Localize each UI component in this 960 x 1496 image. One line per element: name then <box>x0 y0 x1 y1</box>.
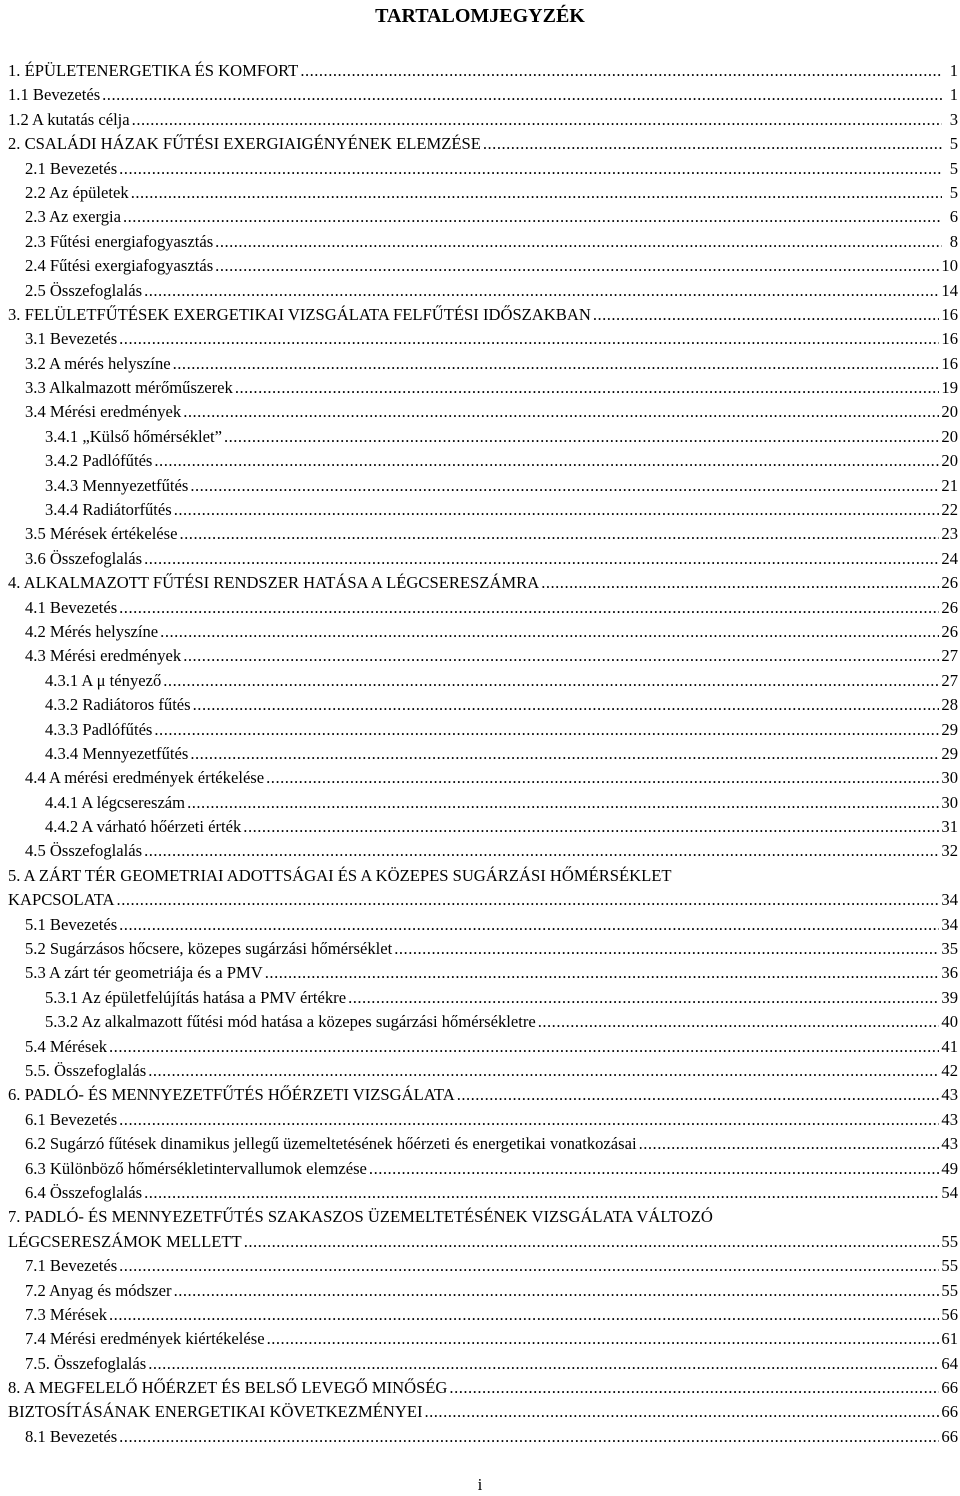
toc-entry[interactable] <box>8 376 958 400</box>
dot-leader <box>183 400 939 424</box>
toc-entry[interactable] <box>8 1059 958 1083</box>
toc-entry-page: 20 <box>941 451 958 471</box>
dot-leader <box>215 230 942 254</box>
toc-entry[interactable] <box>8 815 958 839</box>
toc-entry-page: 55 <box>941 1280 958 1300</box>
dot-leader <box>163 669 939 693</box>
toc-entry-label: 3.4.3 Mennyezetfűtés <box>45 475 189 495</box>
toc-entry-page: 39 <box>941 987 958 1007</box>
toc-entry-page: 10 <box>941 256 958 276</box>
dot-leader <box>369 1157 939 1181</box>
toc-entry-label: 2.1 Bevezetés <box>25 158 118 178</box>
toc-entry[interactable] <box>8 596 958 620</box>
toc-entry-label: 2.4 Fűtési exergiafogyasztás <box>25 256 214 276</box>
toc-entry-page: 40 <box>941 1012 958 1032</box>
toc-entry-label: 6. PADLÓ- ÉS MENNYEZETFŰTÉS HŐÉRZETI VIZSGÁLATA <box>8 1085 455 1105</box>
toc-entry-label: 5.1 Bevezetés <box>25 914 118 934</box>
toc-entry-page: 5 <box>949 134 958 154</box>
toc-entry[interactable] <box>8 766 958 790</box>
toc-entry-label: 1.2 A kutatás célja <box>8 109 130 129</box>
toc-entry-label: 3.1 Bevezetés <box>25 329 118 349</box>
toc-entry-label: 8.1 Bevezetés <box>25 1426 118 1446</box>
toc-entry[interactable] <box>8 961 958 985</box>
toc-entry[interactable] <box>8 937 958 961</box>
toc-entry[interactable] <box>8 205 958 229</box>
dot-leader <box>119 1254 939 1278</box>
toc-entry[interactable] <box>8 1230 958 1254</box>
toc-entry[interactable] <box>8 1157 958 1181</box>
toc-entry-page: 55 <box>941 1231 958 1251</box>
toc-entry[interactable] <box>8 59 958 83</box>
dot-leader <box>119 1425 939 1449</box>
toc-entry[interactable] <box>8 1254 958 1278</box>
toc-entry-page: 61 <box>941 1329 958 1349</box>
toc-entry-label: 4.3 Mérési eredmények <box>25 646 182 666</box>
toc-entry-page: 1 <box>949 85 958 105</box>
dot-leader <box>190 474 939 498</box>
toc-entry[interactable] <box>8 1181 958 1205</box>
toc-entry-page: 55 <box>941 1256 958 1276</box>
toc-entry-label: 4.1 Bevezetés <box>25 597 118 617</box>
toc-entry[interactable] <box>8 279 958 303</box>
toc-entry-page: 66 <box>941 1378 958 1398</box>
toc-entry-page: 36 <box>941 963 958 983</box>
toc-entry-label: 7.1 Bevezetés <box>25 1256 118 1276</box>
toc-entry-page: 42 <box>941 1061 958 1080</box>
dot-leader <box>144 547 939 571</box>
toc-entry-label: 3.6 Összefoglalás <box>25 548 143 568</box>
toc-entry[interactable] <box>8 474 958 498</box>
dot-leader <box>541 571 939 595</box>
toc-entry-label: 2.3 Fűtési energiafogyasztás <box>25 231 214 251</box>
toc-entry-label: 3.4.2 Padlófűtés <box>45 451 153 471</box>
toc-entry-label: 3.3 Alkalmazott mérőműszerek <box>25 378 233 398</box>
toc-entry-label: 4.3.2 Radiátoros fűtés <box>45 695 191 715</box>
toc-entry[interactable] <box>8 718 958 742</box>
dot-leader <box>119 913 939 937</box>
toc-entry-page: 32 <box>941 841 958 861</box>
toc-entry[interactable] <box>8 1205 958 1229</box>
toc-entry-label: 4.2 Mérés helyszíne <box>25 621 159 641</box>
dot-leader <box>102 83 942 107</box>
toc-entry[interactable] <box>8 620 958 644</box>
toc-entry[interactable] <box>8 1035 958 1059</box>
dot-leader <box>183 644 939 668</box>
toc-entry[interactable] <box>8 1132 958 1156</box>
toc-entry-page: 1 <box>949 60 958 80</box>
dot-leader <box>144 1181 939 1205</box>
toc-entry-page: 54 <box>941 1182 958 1202</box>
toc-entry-page: 64 <box>941 1353 958 1373</box>
toc-entry-label: 3.2 A mérés helyszíne <box>25 353 171 373</box>
toc-entry-label: 1. ÉPÜLETENERGETIKA ÉS KOMFORT <box>8 60 299 80</box>
toc-entry-label: BIZTOSÍTÁSÁNAK ENERGETIKAI KÖVETKEZMÉNYEI <box>8 1402 423 1422</box>
dot-leader <box>457 1083 940 1107</box>
toc-entry-label: 7.3 Mérések <box>25 1304 108 1324</box>
toc-entry-page: 16 <box>941 329 958 349</box>
toc-entry-page: 26 <box>941 621 958 641</box>
toc-entry[interactable] <box>8 644 958 668</box>
toc-entry-label: 4.4.2 A várható hőérzeti érték <box>45 817 242 837</box>
toc-entry-page: 41 <box>941 1036 958 1056</box>
toc-entry-page: 35 <box>941 939 958 959</box>
toc-entry-label: 3. FELÜLETFŰTÉSEK EXERGETIKAI VIZSGÁLATA FELFŰTÉSI IDŐSZAKBAN <box>8 304 591 324</box>
toc-entry[interactable] <box>8 1083 958 1107</box>
dot-leader <box>119 157 942 181</box>
dot-leader <box>300 59 942 83</box>
dot-leader <box>119 1108 939 1132</box>
toc-entry[interactable] <box>8 400 958 424</box>
toc-entry-page: 5 <box>949 158 958 178</box>
toc-entry-label: 3.5 Mérések értékelése <box>25 524 178 544</box>
toc-entry-page: 29 <box>941 743 958 763</box>
dot-leader <box>148 1352 939 1376</box>
toc-entry-page: 21 <box>941 475 958 495</box>
toc-entry-page: 5 <box>949 182 958 202</box>
toc-entry[interactable] <box>8 303 958 327</box>
toc-entry[interactable] <box>8 986 958 1010</box>
dot-leader <box>243 815 939 839</box>
toc-entry[interactable] <box>8 693 958 717</box>
toc-entry-page: 56 <box>941 1304 958 1324</box>
toc-entry[interactable] <box>8 1400 958 1424</box>
dot-leader <box>267 1327 940 1351</box>
toc-entry[interactable] <box>8 864 958 888</box>
dot-leader <box>593 303 940 327</box>
toc-entry-label: 5.5. Összefoglalás <box>25 1061 147 1080</box>
toc-entry[interactable] <box>8 327 958 351</box>
toc-entry[interactable] <box>8 1327 958 1351</box>
toc-entry-label: 4.5 Összefoglalás <box>25 841 143 861</box>
toc-entry-label: 7.2 Anyag és módszer <box>25 1280 172 1300</box>
dot-leader <box>244 1230 940 1254</box>
toc-entry[interactable] <box>8 840 958 864</box>
toc-entry[interactable] <box>8 1376 958 1400</box>
toc-entry-label: 7. PADLÓ- ÉS MENNYEZETFŰTÉS SZAKASZOS ÜZEMELTETÉSÉNEK VIZSGÁLATA VÁLTOZÓ <box>8 1207 713 1227</box>
toc-entry-page: 29 <box>941 719 958 739</box>
dot-leader <box>639 1132 940 1156</box>
dot-leader <box>483 132 942 156</box>
toc-entry[interactable] <box>8 571 958 595</box>
toc-entry-page: 6 <box>949 207 958 227</box>
dot-leader <box>266 766 939 790</box>
toc-entry-page: 24 <box>941 548 958 568</box>
toc-entry-page: 28 <box>941 695 958 715</box>
toc-entry-label: LÉGCSERESZÁMOK MELLETT <box>8 1231 242 1251</box>
toc-entry[interactable] <box>8 132 958 156</box>
toc-entry[interactable] <box>8 1108 958 1132</box>
dot-leader <box>119 327 939 351</box>
toc-entry-page: 43 <box>941 1134 958 1154</box>
dot-leader <box>154 718 939 742</box>
toc-entry-label: 5. A ZÁRT TÉR GEOMETRIAI ADOTTSÁGAI ÉS A KÖZEPES SUGÁRZÁSI HŐMÉRSÉKLET <box>8 865 672 885</box>
toc-entry-label: 4.3.4 Mennyezetfűtés <box>45 743 189 763</box>
toc-entry-page: 16 <box>941 353 958 373</box>
toc-entry-label: 4.3.1 A μ tényező <box>45 670 162 690</box>
toc-entry-page: 16 <box>941 304 958 324</box>
toc-entry[interactable] <box>8 352 958 376</box>
toc-entry-label: 6.1 Bevezetés <box>25 1109 118 1129</box>
dot-leader <box>148 1059 939 1083</box>
toc-entry-label: 2.3 Az exergia <box>25 207 121 227</box>
toc-entry[interactable] <box>8 1352 958 1376</box>
toc-entry[interactable] <box>8 547 958 571</box>
toc-entry[interactable] <box>8 83 958 107</box>
toc-entry-label: 6.3 Különböző hőmérsékletintervallumok elemzése <box>25 1158 367 1178</box>
dot-leader <box>190 742 939 766</box>
toc-entry-label: 8. A MEGFELELŐ HŐÉRZET ÉS BELSŐ LEVEGŐ MINŐSÉG <box>8 1378 448 1398</box>
dot-leader <box>215 254 939 278</box>
toc-entry-label: 3.4 Mérési eredmények <box>25 402 182 422</box>
dot-leader <box>224 425 939 449</box>
toc-entry-page: 3 <box>949 109 958 129</box>
toc-entry-label: 7.4 Mérési eredmények kiértékelése <box>25 1329 265 1349</box>
toc-entry[interactable] <box>8 742 958 766</box>
toc-entry[interactable] <box>8 254 958 278</box>
toc-entry-page: 66 <box>941 1402 958 1422</box>
toc-entry[interactable] <box>8 157 958 181</box>
toc-entry-page: 20 <box>941 426 958 446</box>
toc-entry-label: 4.3.3 Padlófűtés <box>45 719 153 739</box>
toc-entry-page: 23 <box>941 524 958 544</box>
toc-entry[interactable] <box>8 108 958 132</box>
dot-leader <box>174 1279 940 1303</box>
toc-entry-label: 6.2 Sugárzó fűtések dinamikus jellegű üzemeltetésének hőérzeti és energetikai vonatkozásai <box>25 1134 637 1154</box>
toc-entry-page: 27 <box>941 646 958 666</box>
toc-entry-label: 1.1 Bevezetés <box>8 85 101 105</box>
toc-entry-label: 2.5 Összefoglalás <box>25 280 143 300</box>
toc-entry-label: 2.2 Az épületek <box>25 182 129 202</box>
toc-entry[interactable] <box>8 1425 958 1449</box>
toc-entry-page: 27 <box>941 670 958 690</box>
dot-leader <box>424 1400 939 1424</box>
toc-entry[interactable] <box>8 425 958 449</box>
dot-leader <box>109 1035 939 1059</box>
dot-leader <box>174 498 940 522</box>
toc-entry-page: 31 <box>941 817 958 837</box>
toc-entry-page: 34 <box>941 890 958 910</box>
toc-entry-label: 2. CSALÁDI HÁZAK FŰTÉSI EXERGIAIGÉNYÉNEK ELEMZÉSE <box>8 134 481 154</box>
dot-leader <box>394 937 939 961</box>
toc-entry[interactable] <box>8 522 958 546</box>
toc-entry[interactable] <box>8 1279 958 1303</box>
toc-entry-page: 14 <box>941 280 958 300</box>
toc-entry-label: 4.4.1 A légcsereszám <box>45 792 186 812</box>
dot-leader <box>154 449 939 473</box>
dot-leader <box>538 1010 940 1034</box>
toc-entry[interactable] <box>8 181 958 205</box>
toc-entry-label: 3.4.4 Radiátorfűtés <box>45 500 172 520</box>
dot-leader <box>348 986 939 1010</box>
toc-entry-page: 49 <box>941 1158 958 1178</box>
toc-entry[interactable] <box>8 1010 958 1034</box>
toc-entry[interactable] <box>8 1303 958 1327</box>
dot-leader <box>180 522 940 546</box>
toc-entry-label: 5.2 Sugárzásos hőcsere, közepes sugárzási hőmérséklet <box>25 939 393 959</box>
toc-entry[interactable] <box>8 230 958 254</box>
toc-entry-page: 26 <box>941 597 958 617</box>
toc-entry-page: 20 <box>941 402 958 422</box>
dot-leader <box>131 181 942 205</box>
toc-entry-label: 5.4 Mérések <box>25 1036 108 1056</box>
toc-entry-label: 7.5. Összefoglalás <box>25 1353 147 1373</box>
dot-leader <box>132 108 942 132</box>
table-of-contents <box>8 59 958 1449</box>
dot-leader <box>193 693 940 717</box>
dot-leader <box>144 839 939 863</box>
toc-entry-page: 34 <box>941 914 958 934</box>
page-number: i <box>477 1475 483 1494</box>
toc-entry-label: 3.4.1 „Külső hőmérséklet” <box>45 426 222 446</box>
toc-entry[interactable] <box>8 791 958 815</box>
toc-entry-label: 4.4 A mérési eredmények értékelése <box>25 768 265 788</box>
dot-leader <box>265 961 940 985</box>
toc-entry[interactable] <box>8 913 958 937</box>
dot-leader <box>119 596 939 620</box>
dot-leader <box>173 352 940 376</box>
dot-leader <box>109 1303 939 1327</box>
toc-entry-page: 19 <box>941 378 958 398</box>
toc-entry-label: 6.4 Összefoglalás <box>25 1182 143 1202</box>
toc-entry[interactable] <box>8 669 958 693</box>
dot-leader <box>235 376 940 400</box>
toc-entry-label: 5.3 A zárt tér geometriája és a PMV <box>25 963 263 983</box>
toc-entry-label: 5.3.2 Az alkalmazott fűtési mód hatása a közepes sugárzási hőmérsékletre <box>45 1012 536 1032</box>
toc-entry-label: 5.3.1 Az épületfelújítás hatása a PMV értékre <box>45 987 347 1007</box>
toc-entry[interactable] <box>8 449 958 473</box>
dot-leader <box>144 279 939 303</box>
toc-entry-page: 26 <box>941 573 958 593</box>
dot-leader <box>160 620 939 644</box>
toc-entry-page: 22 <box>941 500 958 520</box>
dot-leader <box>449 1376 939 1400</box>
dot-leader <box>123 205 942 229</box>
dot-leader <box>187 791 939 815</box>
toc-entry[interactable] <box>8 888 958 912</box>
dot-leader <box>117 888 940 912</box>
toc-entry-page: 8 <box>949 231 958 251</box>
toc-entry-page: 43 <box>941 1085 958 1105</box>
page-title: TARTALOMJEGYZÉK <box>375 5 585 27</box>
toc-entry-label: 4. ALKALMAZOTT FŰTÉSI RENDSZER HATÁSA A LÉGCSERESZÁMRA <box>8 573 540 593</box>
toc-entry[interactable] <box>8 498 958 522</box>
toc-entry-label: KAPCSOLATA <box>8 890 115 910</box>
toc-entry-page: 66 <box>941 1426 958 1446</box>
toc-entry-page: 43 <box>941 1109 958 1129</box>
toc-entry-page: 30 <box>941 768 958 788</box>
toc-entry-page: 30 <box>941 792 958 812</box>
